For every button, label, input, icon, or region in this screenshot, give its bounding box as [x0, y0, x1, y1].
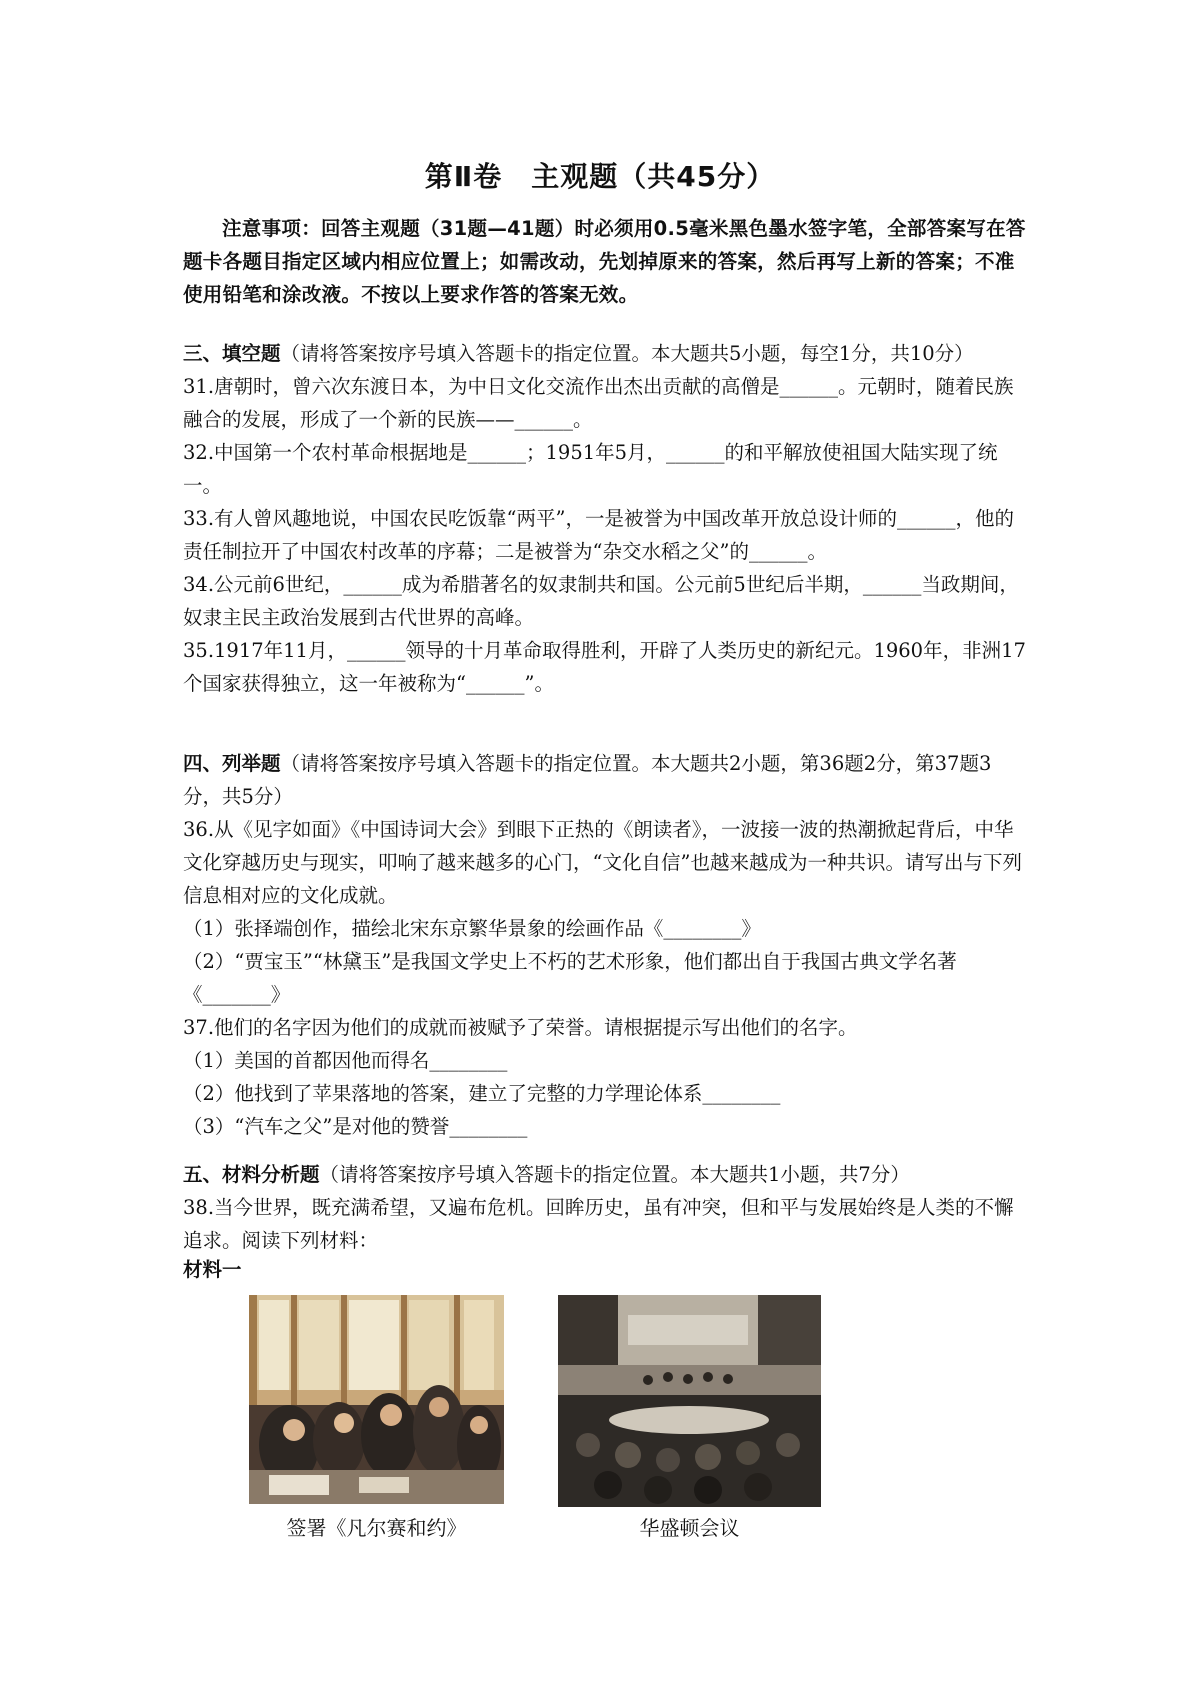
caption-versailles: 签署《凡尔赛和约》: [286, 1516, 467, 1540]
question-37-2: （2）他找到了苹果落地的答案，建立了完整的力学理论体系________: [183, 1082, 781, 1105]
caption-washington: 华盛顿会议: [639, 1516, 740, 1540]
question-32: 32.中国第一个农村革命根据地是______；1951年5月，______的和平解放使祖国大陆实现了统一。: [183, 441, 998, 497]
question-37-3: （3）“汽车之父”是对他的赞誉________: [183, 1115, 528, 1138]
question-33: 33.有人曾风趣地说，中国农民吃饭靠“两平”，一是被誉为中国改革开放总设计师的______，他的责任制拉开了中国农村改革的序幕；二是被誉为“杂交水稻之父”的______。: [183, 507, 1014, 563]
notice-block: [183, 212, 1030, 311]
section-enumerate: [183, 747, 1030, 1143]
question-37-1: （1）美国的首都因他而得名________: [183, 1049, 508, 1072]
question-35: 35.1917年11月，______领导的十月革命取得胜利，开辟了人类历史的新纪元。1960年，非洲17个国家获得独立，这一年被称为“______”。: [183, 639, 1026, 695]
question-36-1: （1）张择端创作，描绘北宋东京繁华景象的绘画作品《________》: [183, 917, 761, 940]
question-38: 38.当今世界，既充满希望，又遍布危机。回眸历史，虽有冲突，但和平与发展始终是人类的不懈追求。阅读下列材料：: [183, 1196, 1014, 1252]
material-one-label: 材料一: [183, 1258, 242, 1281]
section5-heading: 五、材料分析题: [183, 1163, 320, 1186]
question-36: 36.从《见字如面》《中国诗词大会》到眼下正热的《朗读者》，一波接一波的热潮掀起背后，中华文化穿越历史与现实，叩响了越来越多的心门，“文化自信”也越来越成为一种共识。请写出与下列信息相对应的文化成就。: [183, 818, 1022, 907]
section4-heading: 四、列举题: [183, 752, 281, 775]
section-material-analysis: [183, 1158, 1030, 1257]
section-fill-blank: [183, 337, 1030, 700]
page-title: 第Ⅱ卷 主观题（共45分）: [424, 160, 776, 193]
question-31: 31.唐朝时，曾六次东渡日本，为中日文化交流作出杰出贡献的高僧是______。元朝时，随着民族融合的发展，形成了一个新的民族——______。: [183, 375, 1014, 431]
section4-instruction: （请将答案按序号填入答题卡的指定位置。本大题共2小题，第36题2分，第37题3分，共5分）: [183, 752, 992, 808]
question-34: 34.公元前6世纪，______成为希腊著名的奴隶制共和国。公元前5世纪后半期，______当政期间，奴隶主民主政治发展到古代世界的高峰。: [183, 573, 1019, 629]
versailles-treaty-image: [249, 1295, 504, 1504]
question-37: 37.他们的名字因为他们的成就而被赋予了荣誉。请根据提示写出他们的名字。: [183, 1016, 858, 1039]
section5-instruction: （请将答案按序号填入答题卡的指定位置。本大题共1小题，共7分）: [319, 1163, 910, 1186]
question-36-2: （2）“贾宝玉”“林黛玉”是我国文学史上不朽的艺术形象，他们都出自于我国古典文学名著《_______》: [183, 950, 957, 1006]
washington-conference-image: [558, 1295, 821, 1507]
notice-text: 注意事项：回答主观题（31题—41题）时必须用0.5毫米黑色墨水签字笔，全部答案写在答题卡各题目指定区域内相应位置上；如需改动，先划掉原来的答案，然后再写上新的答案；不准使用铅笔和涂改液。不按以上要求作答的答案无效。: [183, 217, 1026, 306]
section3-instruction: （请将答案按序号填入答题卡的指定位置。本大题共5小题，每空1分，共10分）: [280, 342, 974, 365]
section3-heading: 三、填空题: [183, 342, 281, 365]
